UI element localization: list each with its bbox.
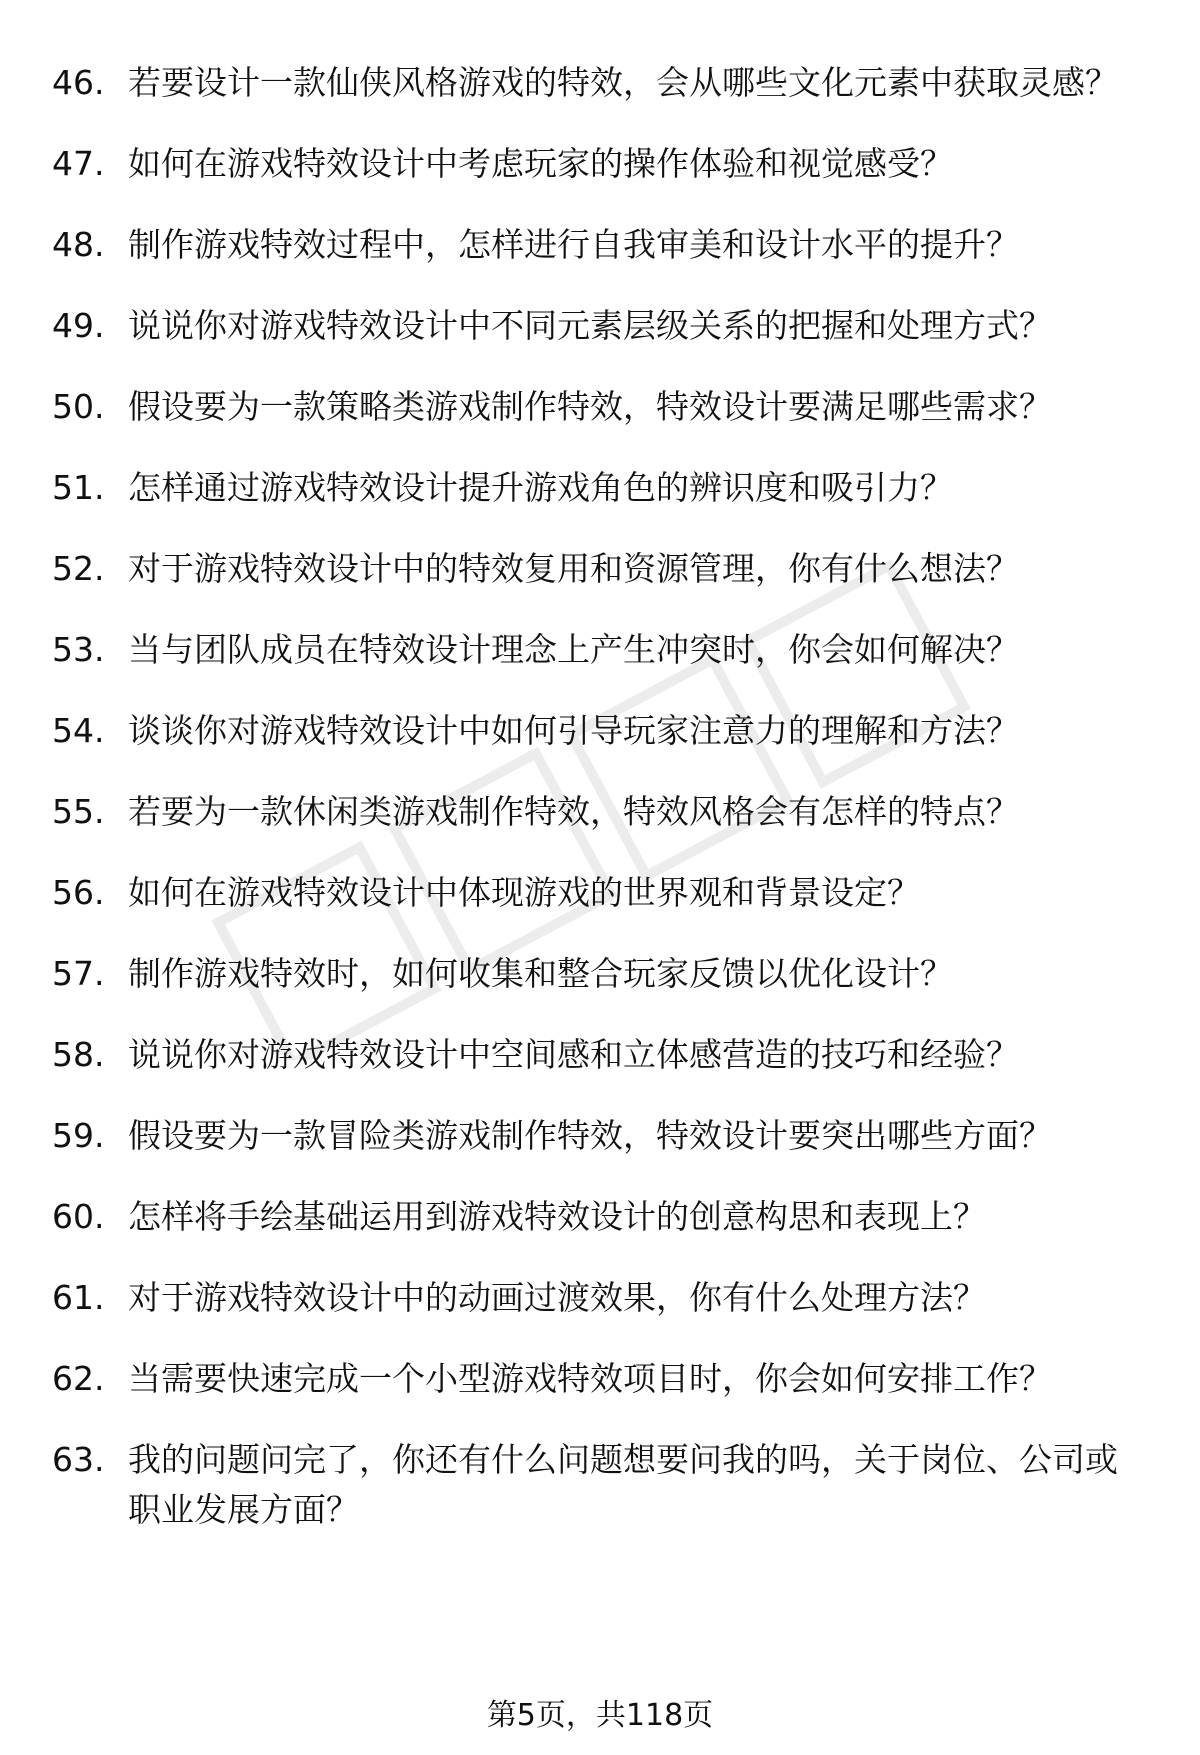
question-number: 56.: [52, 873, 105, 912]
question-item: [0, 706, 1200, 756]
question-item: [0, 1273, 1200, 1323]
question-text: 怎样通过游戏特效设计提升游戏角色的辨识度和吸引力？: [128, 468, 953, 507]
question-item: [0, 1435, 1200, 1535]
question-text: 如何在游戏特效设计中体现游戏的世界观和背景设定？: [128, 873, 920, 912]
question-item: [0, 1030, 1200, 1080]
question-text: 假设要为一款策略类游戏制作特效，特效设计要满足哪些需求？: [128, 387, 1052, 426]
question-number: 47.: [52, 144, 105, 183]
page-number-label: 第5页，共118页: [486, 1698, 714, 1733]
question-number: 62.: [52, 1359, 105, 1398]
question-text: 若要为一款休闲类游戏制作特效，特效风格会有怎样的特点？: [128, 792, 1019, 831]
question-number: 46.: [52, 63, 105, 102]
question-text: 说说你对游戏特效设计中空间感和立体感营造的技巧和经验？: [128, 1035, 1019, 1074]
question-text: 如何在游戏特效设计中考虑玩家的操作体验和视觉感受？: [128, 144, 953, 183]
question-item: [0, 625, 1200, 675]
question-item: [0, 1111, 1200, 1161]
question-item: [0, 58, 1200, 108]
page-footer: [0, 1698, 1200, 1734]
question-item: [0, 544, 1200, 594]
question-text: 对于游戏特效设计中的动画过渡效果，你有什么处理方法？: [128, 1278, 986, 1317]
question-number: 55.: [52, 792, 105, 831]
question-text: 我的问题问完了，你还有什么问题想要问我的吗，关于岗位、公司或职业发展方面？: [128, 1440, 1118, 1529]
question-item: [0, 301, 1200, 351]
question-number: 54.: [52, 711, 105, 750]
question-item: [0, 1192, 1200, 1242]
question-text: 当需要快速完成一个小型游戏特效项目时，你会如何安排工作？: [128, 1359, 1052, 1398]
question-text: 怎样将手绘基础运用到游戏特效设计的创意构思和表现上？: [128, 1197, 986, 1236]
question-number: 52.: [52, 549, 105, 588]
question-item: [0, 949, 1200, 999]
question-text: 制作游戏特效时，如何收集和整合玩家反馈以优化设计？: [128, 954, 953, 993]
question-number: 59.: [52, 1116, 105, 1155]
question-text: 制作游戏特效过程中，怎样进行自我审美和设计水平的提升？: [128, 225, 1019, 264]
question-number: 57.: [52, 954, 105, 993]
question-number: 50.: [52, 387, 105, 426]
question-number: 60.: [52, 1197, 105, 1236]
question-item: [0, 463, 1200, 513]
question-number: 48.: [52, 225, 105, 264]
question-number: 53.: [52, 630, 105, 669]
question-text: 谈谈你对游戏特效设计中如何引导玩家注意力的理解和方法？: [128, 711, 1019, 750]
question-text: 若要设计一款仙侠风格游戏的特效，会从哪些文化元素中获取灵感？: [128, 63, 1118, 102]
question-list: [0, 58, 1200, 1566]
question-item: [0, 139, 1200, 189]
question-item: [0, 868, 1200, 918]
question-number: 61.: [52, 1278, 105, 1317]
question-item: [0, 220, 1200, 270]
question-number: 51.: [52, 468, 105, 507]
question-text: 假设要为一款冒险类游戏制作特效，特效设计要突出哪些方面？: [128, 1116, 1052, 1155]
question-item: [0, 787, 1200, 837]
question-text: 对于游戏特效设计中的特效复用和资源管理，你有什么想法？: [128, 549, 1019, 588]
question-number: 63.: [52, 1440, 105, 1479]
question-text: 当与团队成员在特效设计理念上产生冲突时，你会如何解决？: [128, 630, 1019, 669]
question-item: [0, 382, 1200, 432]
question-item: [0, 1354, 1200, 1404]
question-text: 说说你对游戏特效设计中不同元素层级关系的把握和处理方式？: [128, 306, 1052, 345]
question-number: 49.: [52, 306, 105, 345]
question-number: 58.: [52, 1035, 105, 1074]
